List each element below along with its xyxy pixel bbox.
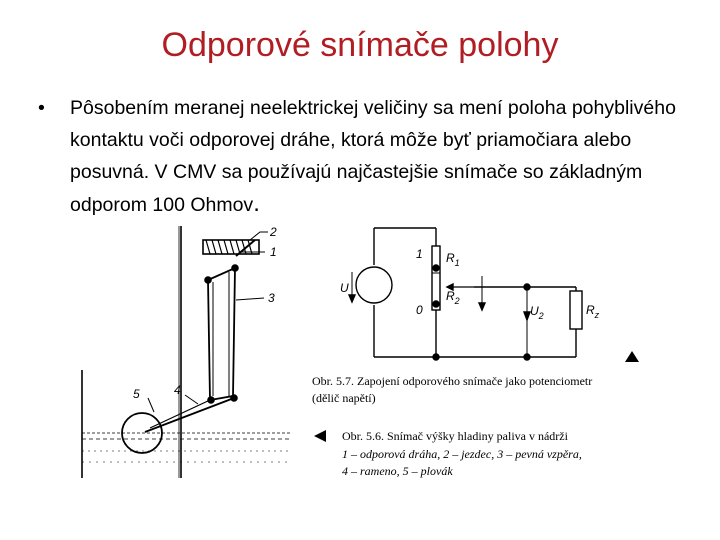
bullet-text: Pôsobením meranej neelektrickej veličiny sa mení poloha pohyblivého kontaktu voči odporovej dráhe, ktorá môže byť priamočiara alebo posuvná. V CMV sa používajú najčastejšie snímače so základným odporom 100 Ohmov bbox=[70, 97, 676, 216]
label-U2: $U_2$ bbox=[530, 304, 544, 321]
label-4: 4 bbox=[174, 383, 181, 397]
terminal-0: 0 bbox=[416, 303, 423, 317]
caption-fig56-line3: 4 – rameno, 5 – plovák bbox=[342, 464, 453, 478]
caption-fig57-line1: Obr. 5.7. Zapojení odporového snímače jako potenciometr bbox=[312, 374, 593, 388]
caption-fig57-line2: (dělič napětí) bbox=[312, 391, 376, 405]
potentiometer-circuit bbox=[349, 228, 582, 360]
voltage-source bbox=[356, 267, 392, 303]
float-arm bbox=[145, 398, 234, 432]
terminal-1: 1 bbox=[416, 247, 423, 261]
label-Rz: $R_z$ bbox=[586, 303, 600, 320]
pointer-left-icon bbox=[314, 430, 326, 442]
label-3: 3 bbox=[268, 291, 275, 305]
label-U: U bbox=[340, 281, 349, 295]
slide-title: Odporové snímače polohy bbox=[161, 26, 559, 64]
label-5: 5 bbox=[133, 387, 140, 401]
bullet-marker: • bbox=[38, 97, 45, 119]
label-R1: $R_1$ bbox=[446, 251, 460, 268]
fuel-sensor-diagram bbox=[82, 226, 290, 478]
bullet-end-dot: . bbox=[253, 190, 260, 217]
load-resistor bbox=[570, 291, 582, 329]
caption-fig56-line2: 1 – odporová dráha, 2 – jezdec, 3 – pevná vzpěra, bbox=[342, 447, 582, 461]
fixed-strut bbox=[208, 268, 235, 400]
caption-fig56-line1: Obr. 5.6. Snímač výšky hladiny paliva v nádrži bbox=[342, 429, 568, 443]
label-1: 1 bbox=[270, 245, 277, 259]
label-2: 2 bbox=[270, 225, 277, 239]
label-R2: $R_2$ bbox=[446, 289, 460, 306]
pointer-up-icon bbox=[625, 351, 639, 362]
